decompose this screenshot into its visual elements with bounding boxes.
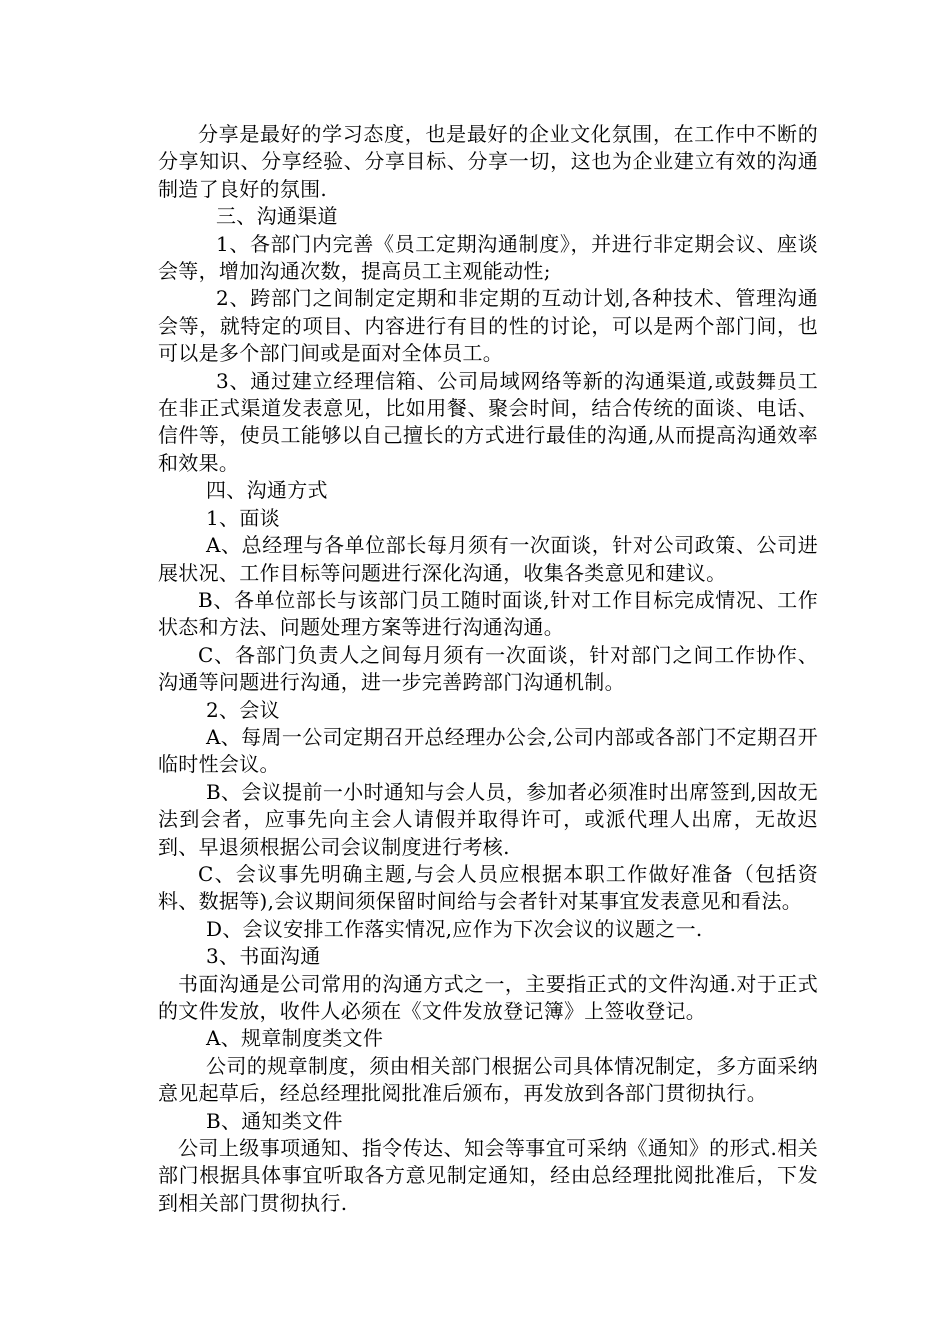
paragraph-channel-3: 3、通过建立经理信箱、公司局域网络等新的沟通渠道,或鼓舞员工在非正式渠道发表意见，比如用餐、聚会时间，结合传统的面谈、电话、信件等，使员工能够以自己擅长的方式进行最佳的沟通,从而提高沟通效率和效果。 [158, 368, 818, 475]
paragraph-written-intro: 书面沟通是公司常用的沟通方式之一，主要指正式的文件沟通.对于正式的文件发放，收件人必须在《文件发放登记簿》上签收登记。 [158, 971, 818, 1023]
heading-communication-methods: 四、沟通方式 [206, 478, 328, 503]
paragraph-meeting-d: D、会议安排工作落实情况,应作为下次会议的议题之一. [206, 916, 703, 941]
paragraph-interview-c: C、各部门负责人之间每月须有一次面谈，针对部门之间工作协作、沟通等问题进行沟通，进一步完善跨部门沟通机制。 [158, 642, 818, 695]
heading-written-communication: 3、书面沟通 [206, 944, 321, 969]
paragraph-channel-2: 2、跨部门之间制定定期和非定期的互动计划,各种技术、管理沟通会等，就特定的项目、内容进行有目的性的讨论，可以是两个部门间，也可以是多个部门间或是面对全体员工。 [158, 286, 818, 366]
paragraph-interview-a: A、总经理与各单位部长每月须有一次面谈，针对公司政策、公司进展状况、工作目标等问题进行深化沟通，收集各类意见和建议。 [158, 533, 818, 585]
paragraph-sharing: 分享是最好的学习态度，也是最好的企业文化氛围，在工作中不断的分享知识、分享经验、分享目标、分享一切，这也为企业建立有效的沟通制造了良好的氛围. [158, 122, 818, 201]
document-page [158, 121, 818, 1217]
paragraph-regulation-documents: 公司的规章制度，须由相关部门根据公司具体情况制定，多方面采纳意见起草后，经总经理批阅批准后颁布，再发放到各部门贯彻执行。 [158, 1053, 818, 1106]
paragraph-notice-documents: 公司上级事项通知、指令传达、知会等事宜可采纳《通知》的形式.相关部门根据具体事宜听取各方意见制定通知，经由总经理批阅批准后，下发到相关部门贯彻执行. [158, 1136, 818, 1215]
heading-interview: 1、面谈 [206, 505, 280, 530]
paragraph-channel-1: 1、各部门内完善《员工定期沟通制度》，并进行非定期会议、座谈会等，增加沟通次数，提高员工主观能动性; [158, 231, 818, 284]
heading-notice-documents: B、通知类文件 [206, 1108, 343, 1133]
paragraph-meeting-b: B、会议提前一小时通知与会人员，参加者必须准时出席签到,因故无法到会者，应事先向主会人请假并取得许可，或派代理人出席，无故迟到、早退须根据公司会议制度进行考核. [158, 779, 818, 859]
heading-communication-channels: 三、沟通渠道 [216, 204, 338, 229]
paragraph-meeting-c: C、会议事先明确主题,与会人员应根据本职工作做好准备（包括资料、数据等),会议期间须保留时间给与会者针对某事宜发表意见和看法。 [158, 861, 818, 914]
heading-meeting: 2、会议 [206, 697, 280, 722]
paragraph-interview-b: B、各单位部长与该部门员工随时面谈,针对工作目标完成情况、工作状态和方法、问题处理方案等进行沟通沟通。 [158, 587, 818, 640]
heading-regulation-documents: A、规章制度类文件 [206, 1026, 384, 1051]
paragraph-meeting-a: A、每周一公司定期召开总经理办公会,公司内部或各部门不定期召开临时性会议。 [158, 724, 818, 777]
